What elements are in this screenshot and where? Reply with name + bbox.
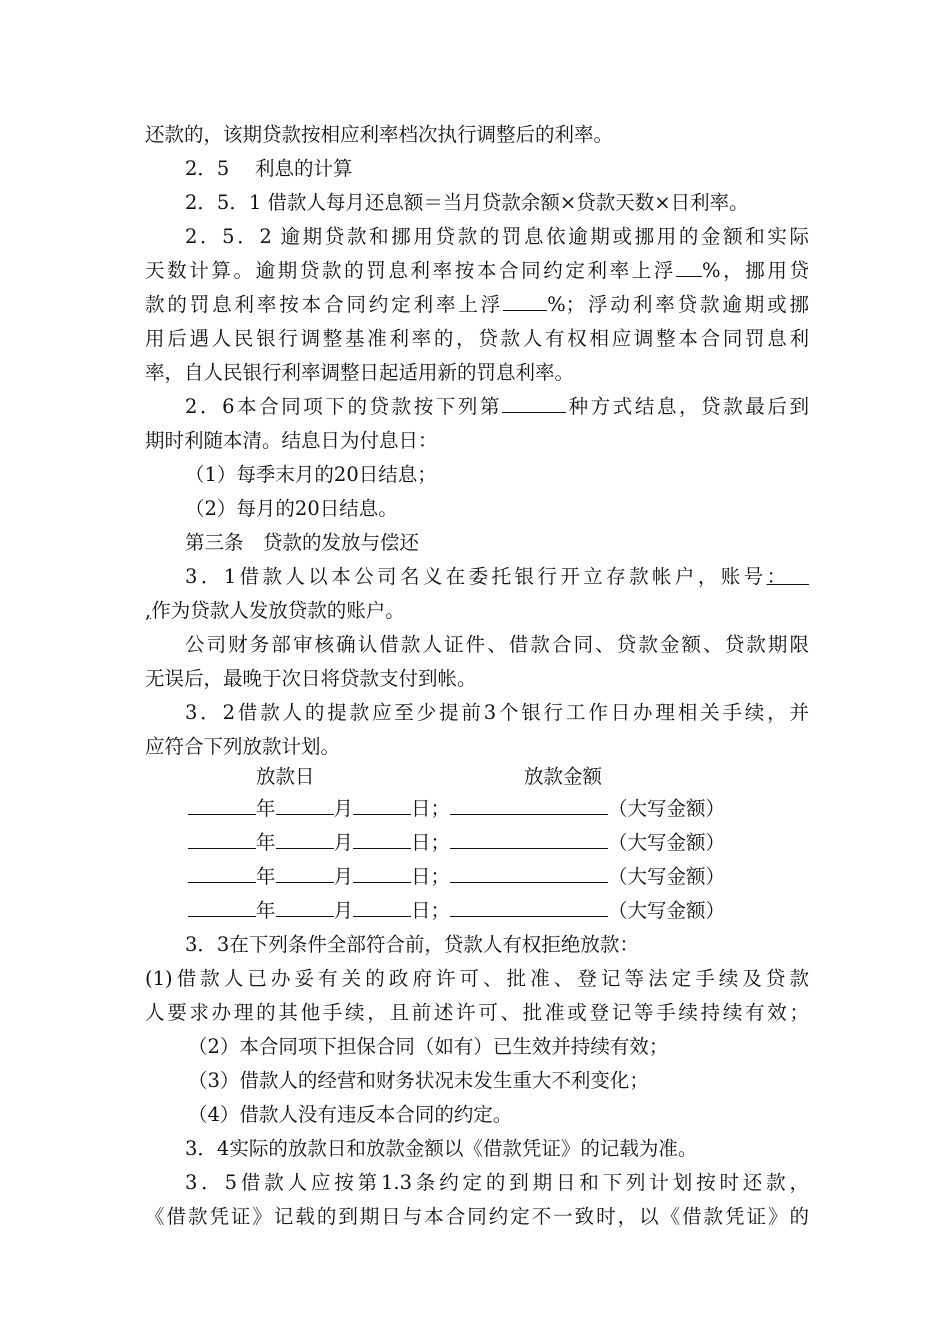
- year-label: 年: [256, 797, 276, 820]
- day-label: 日；: [411, 899, 451, 922]
- schedule-header-amount: 放款金额: [524, 765, 603, 788]
- day-label: 日；: [411, 831, 451, 854]
- paragraph-line: 3．4实际的放款日和放款金额以《借款凭证》的记载为准。: [185, 1137, 698, 1160]
- day-blank: [353, 860, 411, 883]
- paragraph-line: [145, 594, 809, 628]
- schedule-row: [188, 860, 788, 894]
- blank-field: [676, 254, 702, 277]
- year-blank: [188, 792, 256, 815]
- paragraph-line: 还款的，该期贷款按相应利率档次执行调整后的利率。: [145, 123, 614, 146]
- paragraph-line: [145, 254, 809, 288]
- text-fragment: 款的罚息利率按本合同约定利率上浮: [145, 293, 504, 316]
- paragraph-line: [145, 288, 809, 322]
- list-item: （2）每月的20日结息。: [185, 497, 398, 520]
- amount-blank: [450, 792, 608, 815]
- paragraph-line: 应符合下列放款计划。: [145, 735, 341, 758]
- text-fragment: 天数计算。逾期贷款的罚息利率按本合同约定利率上浮: [145, 259, 676, 282]
- paragraph-line: 率，自人民银行利率调整日起适用新的罚息利率。: [145, 361, 575, 384]
- month-blank: [276, 860, 334, 883]
- text-fragment: ,: [145, 599, 152, 622]
- text-fragment: 种方式结息，贷款最后到: [566, 395, 809, 418]
- paragraph-line: 公司财务部审核确认借款人证件、借款合同、贷款金额、贷款期限: [185, 633, 809, 656]
- year-blank: [188, 894, 256, 917]
- month-blank: [276, 792, 334, 815]
- paragraph-line: 3．2借款人的提款应至少提前3个银行工作日办理相关手续，并: [185, 701, 809, 724]
- month-label: 月: [333, 865, 354, 888]
- list-item: （1）每季末月的20日结息；: [185, 463, 437, 486]
- day-blank: [353, 894, 411, 917]
- schedule-row: [188, 826, 788, 860]
- month-label: 月: [333, 797, 354, 820]
- month-blank: [276, 894, 334, 917]
- paragraph-line: 3．3在下列条件全部符合前，贷款人有权拒绝放款：: [185, 933, 639, 956]
- amount-note: （大写金额）: [608, 831, 726, 854]
- text-fragment: 作为贷款人发放贷款的账户。: [151, 599, 405, 622]
- paragraph-line: 2．5．2 逾期贷款和挪用贷款的罚息依逾期或挪用的金额和实际: [185, 225, 809, 248]
- paragraph-line: (1)借款人已办妥有关的政府许可、批准、登记等法定手续及贷款: [145, 967, 809, 990]
- schedule-header-date: 放款日: [256, 765, 315, 788]
- paragraph-line: 2．5．1 借款人每月还息额＝当月贷款余额×贷款天数×日利率。: [185, 191, 749, 214]
- amount-note: （大写金额）: [608, 797, 726, 820]
- paragraph-line: 用后遇人民银行调整基准利率的，贷款人有权相应调整本合同罚息利: [145, 327, 809, 350]
- paragraph-line: [185, 390, 809, 424]
- paragraph-line: 期时利随本清。结息日为付息日：: [145, 429, 438, 452]
- text-fragment: ：: [766, 565, 790, 588]
- month-label: 月: [333, 831, 354, 854]
- text-fragment: %，挪用贷: [701, 259, 809, 282]
- amount-blank: [450, 860, 608, 883]
- year-blank: [188, 826, 256, 849]
- year-label: 年: [256, 899, 276, 922]
- amount-blank: [450, 826, 608, 849]
- text-fragment: %；浮动利率贷款逾期或挪: [547, 293, 809, 316]
- paragraph-line: [185, 560, 809, 594]
- amount-note: （大写金额）: [608, 899, 726, 922]
- blank-field: [502, 390, 566, 413]
- list-item: （3）借款人的经营和财务状况未发生重大不利变化；: [188, 1069, 649, 1092]
- year-blank: [188, 860, 256, 883]
- month-label: 月: [333, 899, 354, 922]
- paragraph-line: 《借款凭证》记载的到期日与本合同约定不一致时，以《借款凭证》的: [145, 1205, 809, 1228]
- account-blank: [767, 565, 809, 588]
- month-blank: [276, 826, 334, 849]
- blank-field: [503, 288, 547, 311]
- day-label: 日；: [411, 797, 451, 820]
- year-label: 年: [256, 831, 276, 854]
- day-label: 日；: [411, 865, 451, 888]
- section-heading: 2．5 利息的计算: [185, 157, 353, 180]
- list-item: （2）本合同项下担保合同（如有）已生效并持续有效；: [188, 1035, 669, 1058]
- day-blank: [353, 792, 411, 815]
- paragraph-line: 人要求办理的其他手续，且前述许可、批准或登记等手续持续有效；: [145, 1001, 809, 1024]
- schedule-row: [188, 894, 788, 928]
- amount-blank: [450, 894, 608, 917]
- amount-note: （大写金额）: [608, 865, 726, 888]
- article-heading: 第三条 贷款的发放与偿还: [185, 531, 420, 554]
- text-fragment: 3．1借款人以本公司名义在委托银行开立存款帐户，账号: [185, 565, 767, 588]
- text-fragment: 2．6本合同项下的贷款按下列第: [185, 395, 503, 418]
- paragraph-line: 3．5借款人应按第1.3条约定的到期日和下列计划按时还款，: [185, 1171, 809, 1194]
- year-label: 年: [256, 865, 276, 888]
- paragraph-line: 无误后，最晚于次日将贷款支付到帐。: [145, 667, 477, 690]
- schedule-row: [188, 792, 788, 826]
- list-item: （4）借款人没有违反本合同的约定。: [188, 1103, 513, 1126]
- day-blank: [353, 826, 411, 849]
